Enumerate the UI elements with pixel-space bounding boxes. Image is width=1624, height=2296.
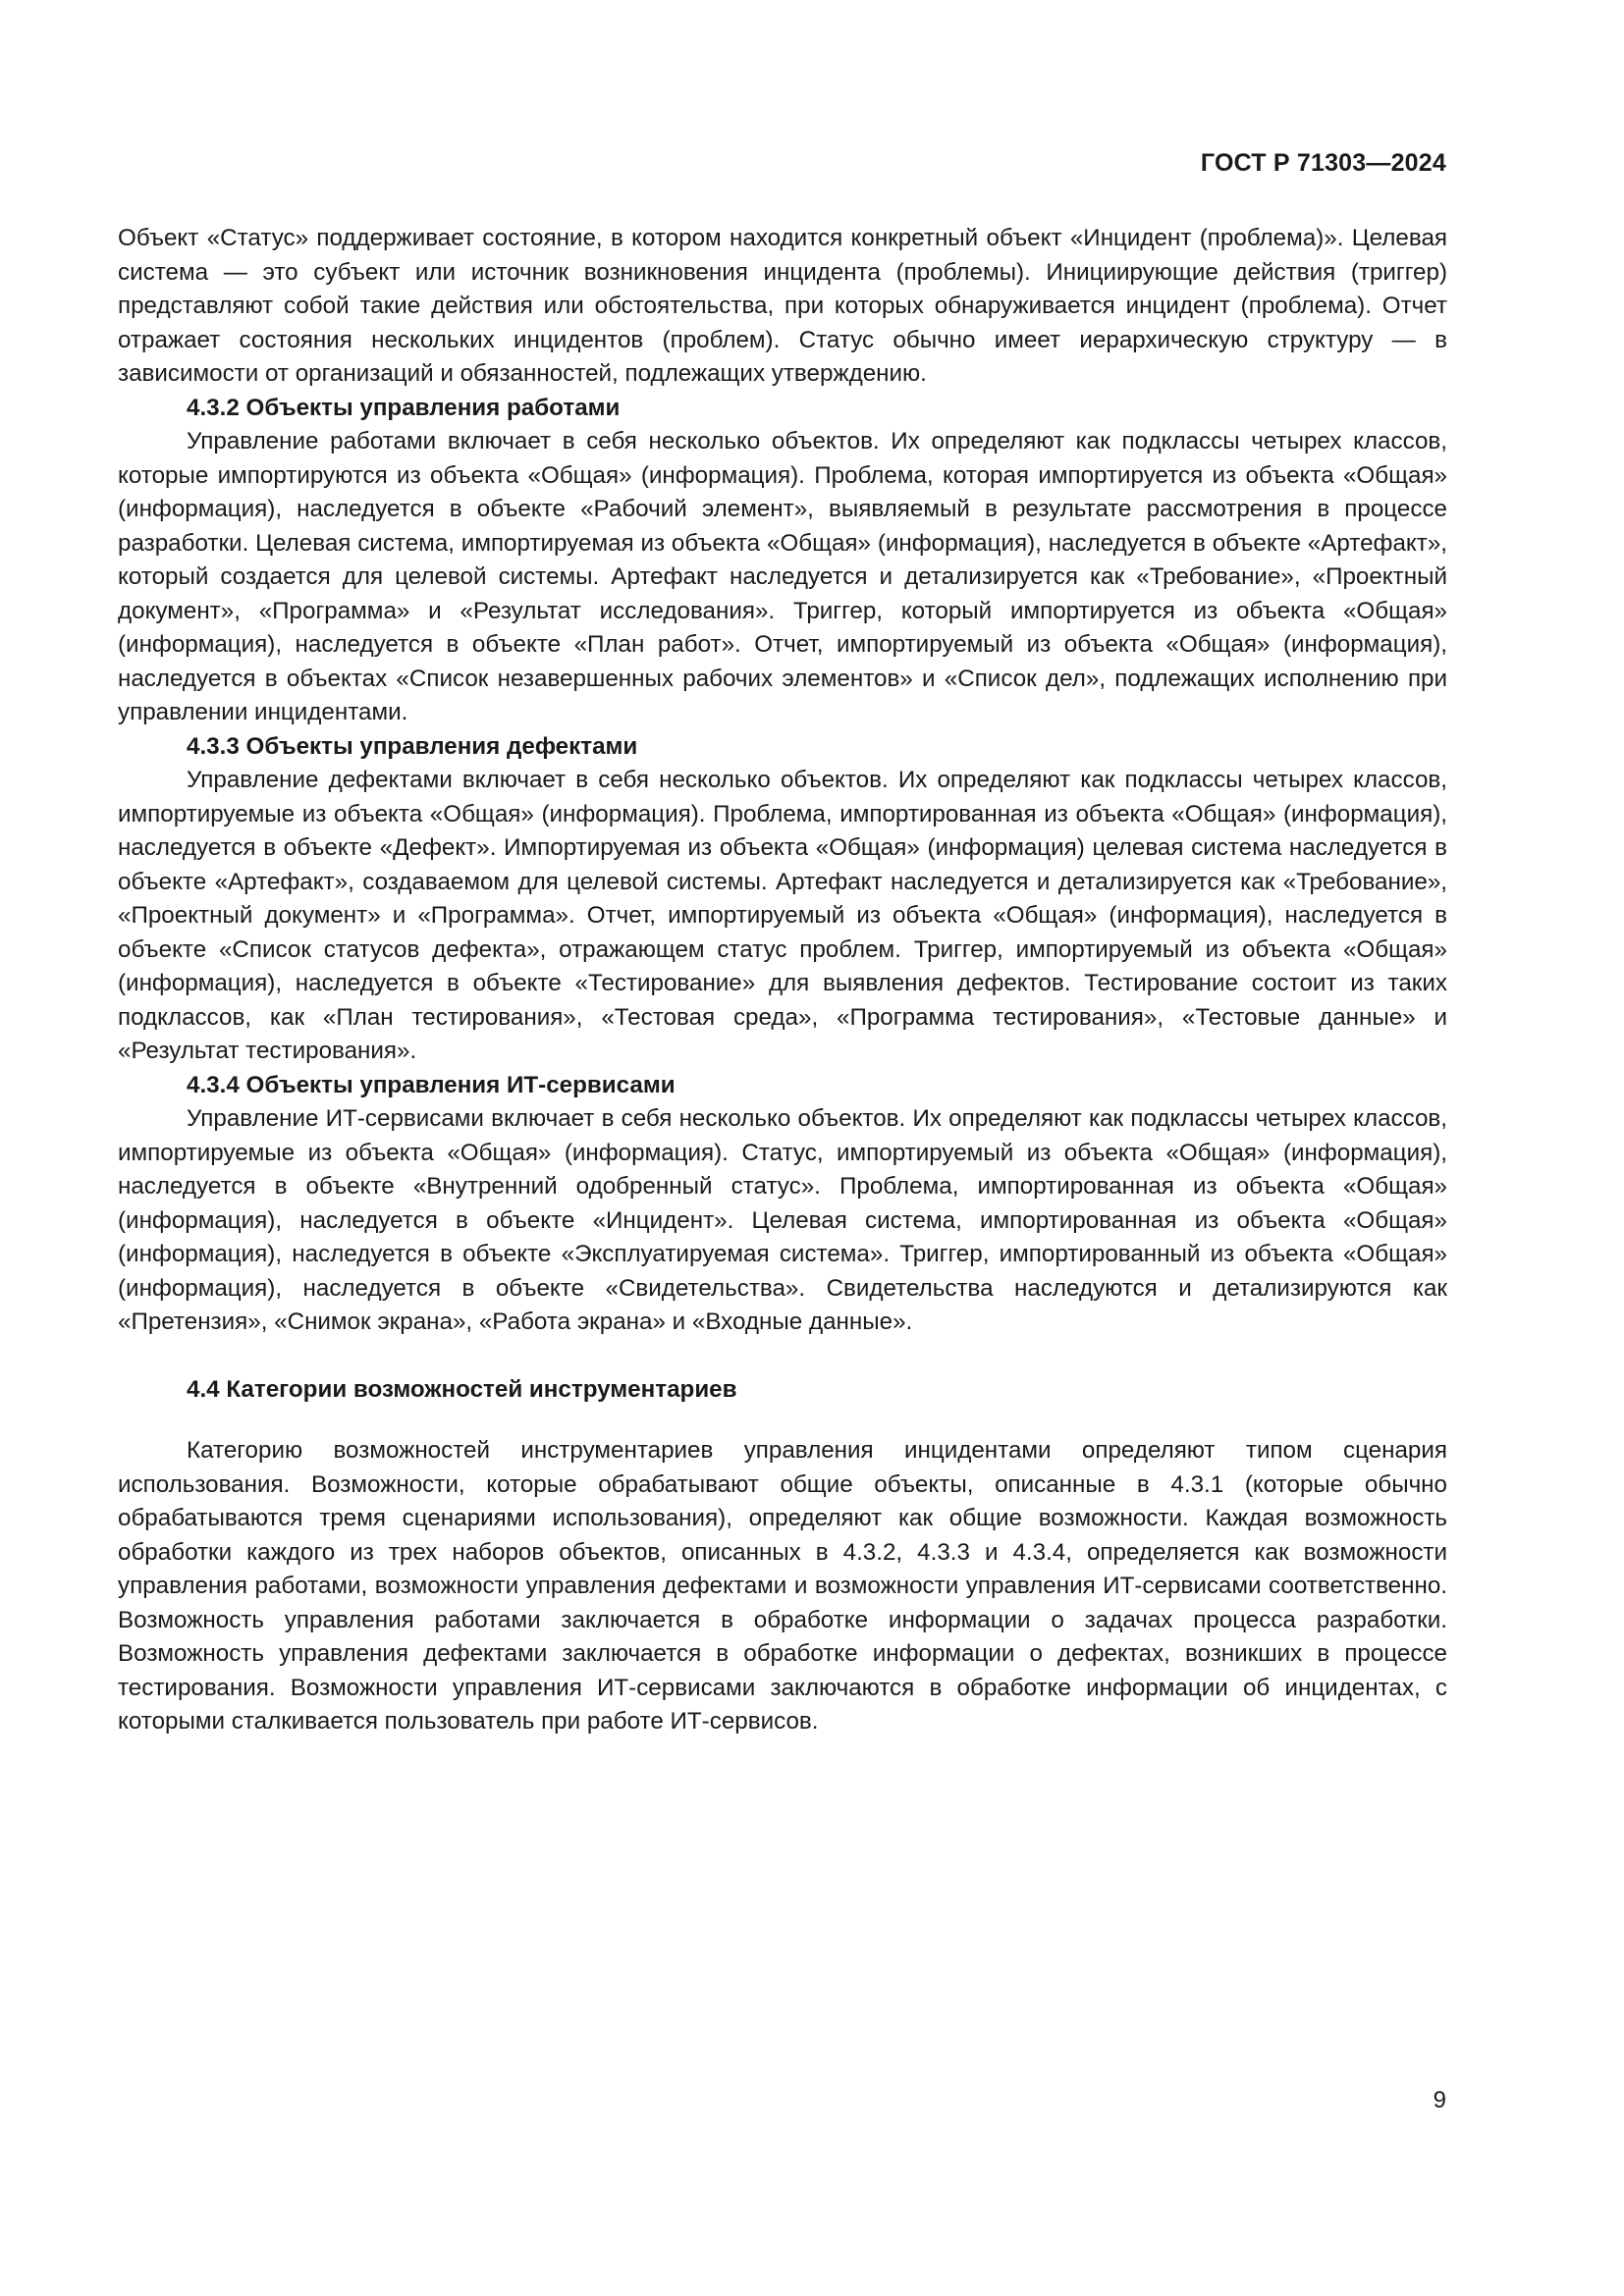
section-heading-4-3-3: 4.3.3 Объекты управления дефектами	[187, 732, 638, 760]
section-heading-4-4: 4.4 Категории возможностей инструментариев	[187, 1375, 737, 1403]
page-number: 9	[1433, 2087, 1446, 2113]
document-body	[118, 222, 1447, 1739]
section-paragraph-4-4: Категорию возможностей инструментариев управления инцидентами определяют типом сценария использования. Возможности, которые обрабатывают общие объекты, описанные в 4.3.1 (которые обычно обрабатываются тремя сценариями использования), определяют как общие возможности. Каждая возможность обработки каждого из трех наборов объектов, описанных в 4.3.2, 4.3.3 и 4.3.4, определяется как возможности управления работами, возможности управления дефектами и возможности управления ИТ-сервисами соответственно. Возможность управления работами заключается в обработке информации о задачах процесса разработки. Возможность управления дефектами заключается в обработке информации о дефектах, возникших в процессе тестирования. Возможности управления ИТ-сервисами заключаются в обработке информации об инцидентах, с которыми сталкивается пользователь при работе ИТ-сервисов.	[118, 1437, 1447, 1735]
section-paragraph-4-3-3: Управление дефектами включает в себя несколько объектов. Их определяют как подклассы четырех классов, импортируемые из объекта «Общая» (информация). Проблема, импортированная из объекта «Общая» (информация), наследуется в объекте «Дефект». Импортируемая из объекта «Общая» (информация) целевая система наследуется в объекте «Артефакт», создаваемом для целевой системы. Артефакт наследуется и детализируется как «Требование», «Проектный документ» и «Программа». Отчет, импортируемый из объекта «Общая» (информация), наследуется в объекте «Список статусов дефекта», отражающем статус проблем. Триггер, импортируемый из объекта «Общая» (информация), наследуется в объекте «Тестирование» для выявления дефектов. Тестирование состоит из таких подклассов, как «План тестирования», «Тестовая среда», «Программа тестирования», «Тестовые данные» и «Результат тестирования».	[118, 767, 1447, 1064]
standard-designation: ГОСТ Р 71303—2024	[1200, 149, 1446, 177]
section-heading-4-3-4: 4.3.4 Объекты управления ИТ-сервисами	[187, 1071, 676, 1098]
intro-paragraph: Объект «Статус» поддерживает состояние, в котором находится конкретный объект «Инцидент (проблема)». Целевая система — это субъект или источник возникновения инцидента (проблемы). Инициирующие действия (триггер) представляют собой такие действия или обстоятельства, при которых обнаруживается инцидент (проблема). Отчет отражает состояния нескольких инцидентов (проблем). Статус обычно имеет иерархическую структуру — в зависимости от организаций и обязанностей, подлежащих утверждению.	[118, 225, 1447, 387]
section-paragraph-4-3-2: Управление работами включает в себя несколько объектов. Их определяют как подклассы четырех классов, которые импортируются из объекта «Общая» (информация). Проблема, которая импортируется из объекта «Общая» (информация), наследуется в объекте «Рабочий элемент», выявляемый в результате рассмотрения в процессе разработки. Целевая система, импортируемая из объекта «Общая» (информация), наследуется в объекте «Артефакт», который создается для целевой системы. Артефакт наследуется и детализируется как «Требование», «Проектный документ», «Программа» и «Результат исследования». Триггер, который импортируется из объекта «Общая» (информация), наследуется в объекте «План работ». Отчет, импортируемый из объекта «Общая» (информация), наследуется в объектах «Список незавершенных рабочих элементов» и «Список дел», подлежащих исполнению при управлении инцидентами.	[118, 428, 1447, 725]
section-paragraph-4-3-4: Управление ИТ-сервисами включает в себя несколько объектов. Их определяют как подклассы четырех классов, импортируемые из объекта «Общая» (информация). Статус, импортируемый из объекта «Общая» (информация), наследуется в объекте «Внутренний одобренный статус». Проблема, импортированная из объекта «Общая» (информация), наследуется в объекте «Инцидент». Целевая система, импортированная из объекта «Общая» (информация), наследуется в объекте «Эксплуатируемая система». Триггер, импортированный из объекта «Общая» (информация), наследуется в объекте «Свидетельства». Свидетельства наследуются и детализируются как «Претензия», «Снимок экрана», «Работа экрана» и «Входные данные».	[118, 1105, 1447, 1335]
section-heading-4-3-2: 4.3.2 Объекты управления работами	[187, 394, 621, 421]
